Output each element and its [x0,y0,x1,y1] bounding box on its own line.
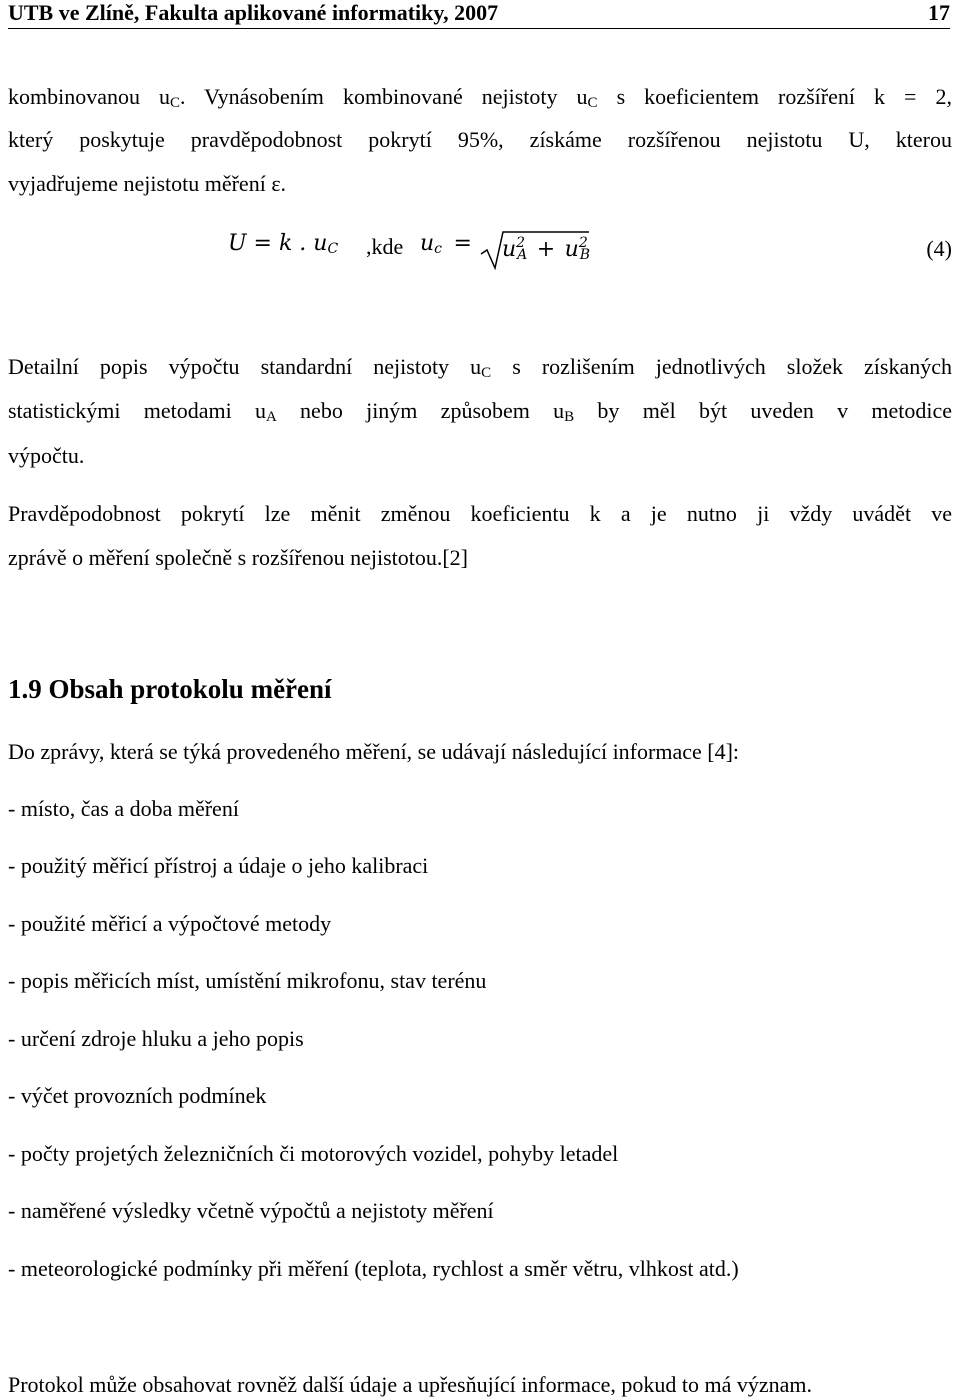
list-item: - určení zdroje hluku a jeho popis [8,1026,304,1051]
page-number: 17 [928,0,950,25]
list-item: - počty projetých železničních či motorových vozidel, pohyby letadel [8,1141,619,1166]
formula-expanded-uncertainty: U = k . $u_C$ [228,231,339,257]
para3-line1: Pravděpodobnost pokrytí lze měnit změnou koeficientu k a je nutno ji vždy uvádět ve [8,501,952,526]
formula-combined-uncertainty: $u_c$ = [420,231,472,257]
equation-number: (4) [926,236,952,261]
para1-line2: který poskytuje pravděpodobnost pokrytí 95%, získáme rozšířenou nejistotu U, kterou [8,127,952,152]
list-item: - meteorologické podmínky při měření (teplota, rychlost a směr větru, vlhkost atd.) [8,1256,739,1281]
page-header [8,0,950,29]
para3-line2: zprávě o měření společně s rozšířenou nejistotou.[2] [8,545,469,570]
list-item: - popis měřicích míst, umístění mikrofonu, stav terénu [8,968,487,993]
para1-line1: kombinovanou $u_C$. Vynásobením kombinované nejistoty $u_C$ s koeficientem rozšíření k = 2, [8,84,952,111]
list-item: - naměřené výsledky včetně výpočtů a nejistoty měření [8,1198,494,1223]
para2-line2: statistickými metodami $u_A$ nebo jiným způsobem $u_B$ by měl být uveden v metodice [8,398,953,425]
header-title: UTB ve Zlíně, Fakulta aplikované informatiky, 2007 [8,0,499,25]
list-item: - použitý měřicí přístroj a údaje o jeho kalibraci [8,853,429,878]
section-heading: 1.9 Obsah protokolu měření [8,674,332,704]
list-item: - použité měřicí a výpočtové metody [8,911,332,936]
para2-line1: Detailní popis výpočtu standardní nejistoty $u_C$ s rozlišením jednotlivých složek získaných [8,354,952,381]
section-intro: Do zprávy, která se týká provedeného měření, se udávají následující informace [4]: [8,739,740,764]
list-item: - výčet provozních podmínek [8,1083,267,1108]
closing-paragraph: Protokol může obsahovat rovněž další údaje a upřesňující informace, pokud to má význam. [8,1372,812,1397]
formula-kde: ,kde [366,234,404,259]
formula-radicand: $u^2_A + u^2_B$ [502,235,591,263]
list-item: - místo, čas a doba měření [8,796,239,821]
para1-line3: vyjadřujeme nejistotu měření ε. [8,171,287,196]
para2-line3: výpočtu. [8,443,85,468]
